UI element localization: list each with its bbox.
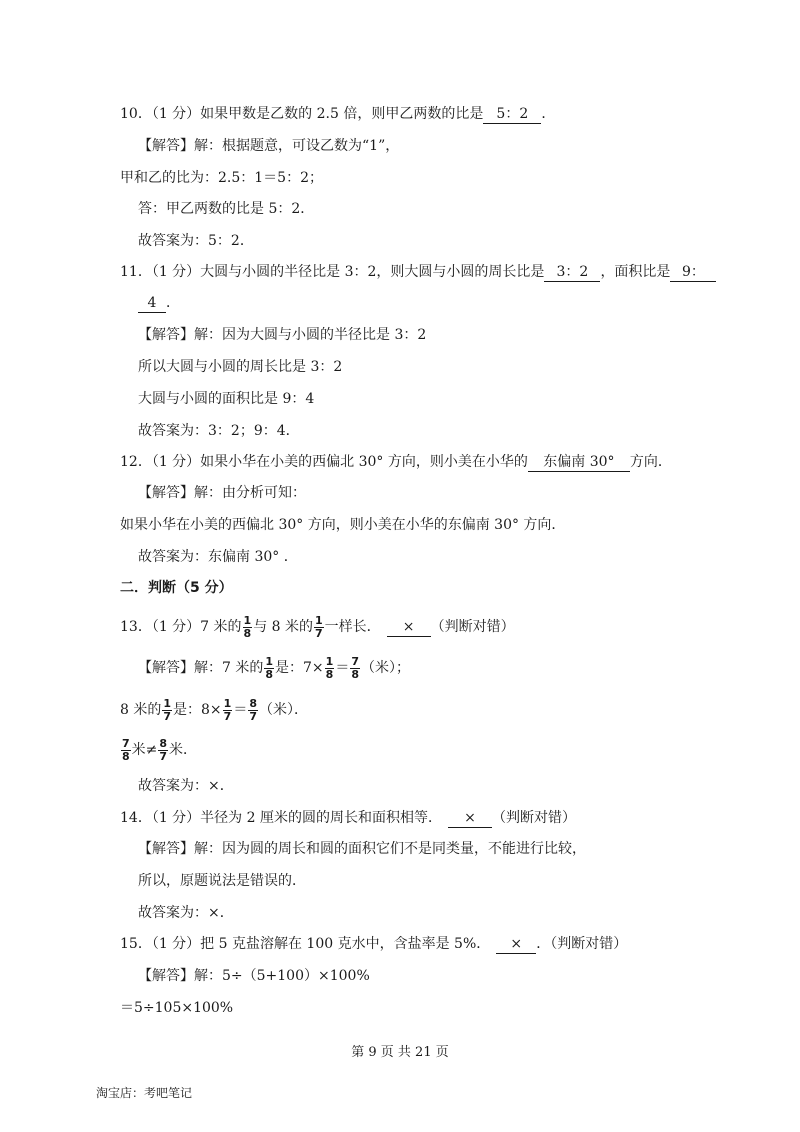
solution-line: 故答案为：×． (138, 778, 234, 794)
solution-line: 甲和乙的比为：2.5：1＝5：2； (120, 170, 323, 186)
solution-line: 如果小华在小美的西偏北 30° 方向，则小美在小华的东偏南 30° 方向． (120, 517, 566, 533)
solution-line: 【解答】解：因为大圆与小圆的半径比是 3：2 (138, 327, 427, 343)
solution-line: 所以，原题说法是错误的． (138, 873, 306, 889)
fraction: $\frac{8}{7}$ (249, 696, 257, 723)
solution-line: 【解答】解：5÷（5+100）×100% (138, 968, 370, 984)
question-text: 10．（1 分）如果甲数是乙数的 2.5 倍，则甲乙两数的比是 (120, 106, 484, 122)
solution-line: 故答案为：5：2． (138, 233, 254, 249)
fraction: $\frac{1}{7}$ (163, 696, 172, 723)
shop-label: 淘宝店：考吧笔记 (96, 1086, 193, 1100)
fraction: $\frac{1}{8}$ (265, 654, 274, 681)
question-text: 15．（1 分）把 5 克盐溶解在 100 克水中，含盐率是 5%． (120, 936, 491, 952)
question-14: 14．（1 分）半径为 2 厘米的圆的周长和面积相等． × （判断对错） (120, 810, 576, 826)
solution-line: $\frac{7}{8}$ 米≠ $\frac{8}{7}$ 米． (122, 736, 198, 763)
fraction: $\frac{1}{7}$ (223, 696, 232, 723)
question-11: 11．（1 分）大圆与小圆的半径比是 3：2，则大圆与小圆的周长比是 3：2 ，面积比是 9： (120, 262, 716, 282)
solution-line: 答：甲乙两数的比是 5：2． (138, 201, 315, 217)
question-text: 11．（1 分）大圆与小圆的半径比是 3：2，则大圆与小圆的周长比是 (120, 264, 545, 280)
fraction: $\frac{7}{8}$ (351, 654, 359, 681)
solution-line: 故答案为：×． (138, 905, 234, 921)
question-10: 10．（1 分）如果甲数是乙数的 2.5 倍，则甲乙两数的比是 5：2 ． (120, 106, 556, 122)
question-text: 14．（1 分）半径为 2 厘米的圆的周长和面积相等． (120, 810, 442, 826)
answer-blank: 5：2 (483, 105, 541, 124)
solution-line: 【解答】解：由分析可知： (138, 485, 306, 501)
answer-blank: × (496, 935, 536, 954)
question-text: 12．（1 分）如果小华在小美的西偏北 30° 方向，则小美在小华的 (120, 454, 528, 470)
fraction: $\frac{1}{8}$ (325, 654, 334, 681)
solution-line: 故答案为：3：2；9：4． (138, 423, 300, 439)
solution-line: 所以大圆与小圆的周长比是 3：2 (138, 359, 343, 375)
solution-line: 【解答】解：因为圆的周长和圆的面积它们不是同类量，不能进行比较， (138, 841, 586, 857)
section-heading: 二．判断（5 分） (120, 580, 233, 596)
solution-line: 8 米的 $\frac{1}{7}$ 是：8× $\frac{1}{7}$ ＝ $\frac{8}{7}$ （米）． (120, 696, 308, 723)
question-13: 13．（1 分）7 米的 $\frac{1}{8}$ 与 8 米的 $\frac{1}{7}$ 一样长． × （判断对错） (120, 613, 515, 640)
solution-line: 大圆与小圆的面积比是 9：4 (138, 391, 315, 407)
fraction: $\frac{1}{7}$ (315, 613, 323, 640)
solution-line: ＝5÷105×100% (120, 1000, 234, 1016)
answer-blank: 9： (670, 263, 716, 282)
fraction: $\frac{8}{7}$ (159, 736, 168, 763)
question-11-cont: 4 ． (138, 293, 180, 313)
solution-line: 故答案为：东偏南 30° ． (138, 549, 298, 565)
solution-line: 【解答】解：7 米的 $\frac{1}{8}$ 是：7× $\frac{1}{8}$ ＝ $\frac{7}{8}$ （米）； (138, 654, 410, 681)
solution-line: 【解答】解：根据题意，可设乙数为“1”， (138, 138, 400, 154)
question-15: 15．（1 分）把 5 克盐溶解在 100 克水中，含盐率是 5%． × ．（判断对错） (120, 936, 628, 952)
question-12: 12．（1 分）如果小华在小美的西偏北 30° 方向，则小美在小华的 东偏南 30° 方向． (120, 454, 672, 470)
answer-blank: 东偏南 30° (528, 453, 630, 472)
answer-blank: 4 (138, 294, 166, 313)
fraction: $\frac{7}{8}$ (122, 736, 130, 763)
page-number: 第 9 页 共 21 页 (351, 1045, 449, 1060)
answer-blank: × (448, 809, 492, 828)
answer-blank: 3：2 (544, 263, 600, 282)
fraction: $\frac{1}{8}$ (243, 613, 252, 640)
answer-blank: × (387, 618, 431, 637)
